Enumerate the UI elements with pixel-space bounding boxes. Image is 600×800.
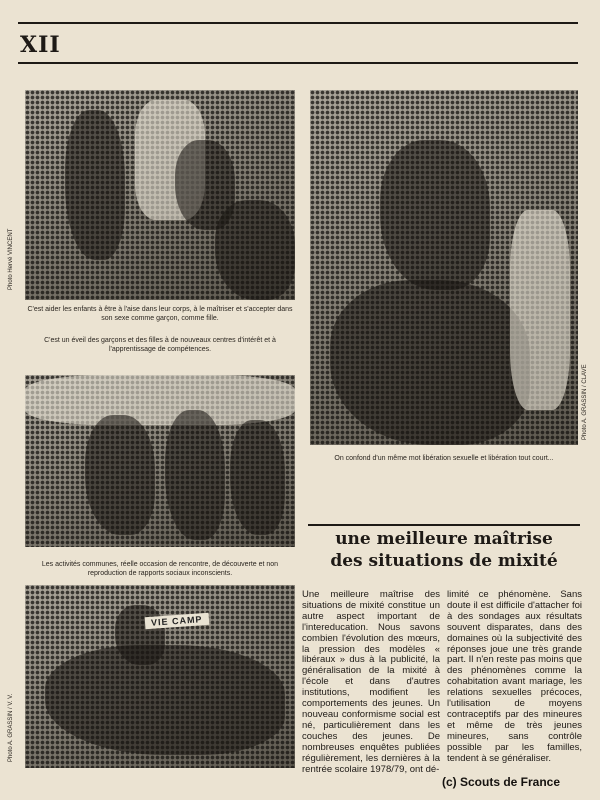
photo-caption-body: C'est aider les enfants à être à l'aise dans leur corps, à le maîtriser et s'accepter dans son sexe comme garçon, comme fille. xyxy=(27,306,293,322)
headline-line-1: une meilleure maîtrise xyxy=(335,529,553,549)
photo-group-activity xyxy=(25,375,295,547)
photo-close-up xyxy=(310,90,578,445)
photo-caption-liberation: On confond d'un même mot libération sexuelle et libération tout court... xyxy=(334,455,554,462)
photo-caption-activities: Les activités communes, réelle occasion de rencontre, de découverte et non reproduction de rapports sociaux inconscients. xyxy=(41,561,279,577)
article-headline xyxy=(308,524,580,572)
photo-caption-interests: C'est un éveil des garçons et des filles à de nouveaux centres d'intérêt et à l'apprentissage de compétences. xyxy=(44,337,276,353)
page-number: XII xyxy=(20,32,61,58)
top-rule xyxy=(18,22,578,24)
photo-camp-crowd xyxy=(25,585,295,768)
headline-line-2: des situations de mixité xyxy=(330,551,558,571)
photo-credit-vincent: Photo Hervé VINCENT xyxy=(8,228,14,290)
article-column-1: Une meilleure maîtrise des situations de mixité constitue un autre aspect important de l'intereducation. Nous savons combien l'évolution des mœurs, la pression des modèles « libéraux » dus à la publicité, la généralisation de la mixité à l'école et dans d'autres institutions, modifient les comportements des jeunes. Un nouveau conformisme social est né, particulièrement dans les couches des jeunes. De nombreuses enquêtes publiées régulièrement, les dernières à la rentrée scolaire 1978/79, ont dé- xyxy=(302,589,440,775)
photo-credit-grassin-clave: Photo A. GRASSIN / CLAVE xyxy=(582,364,588,440)
photo-credit-grassin-vv: Photo A. GRASSIN / V. V. xyxy=(8,693,14,762)
photo-children-playing xyxy=(25,90,295,300)
header-rule xyxy=(18,62,578,64)
copyright-notice: (c) Scouts de France xyxy=(442,775,561,789)
article-column-2: limité ce phénomène. Sans doute il est difficile d'attacher foi à des sondages aux résultats souvent disparates, dans des domaines où la subjectivité des réponses joue une très grande part. Il n'en reste pas moins que des phénomènes comme la cohabitation avant mariage, les relations sexuelles précoces, l'utilisation de moyens contraceptifs par des mineures et même de très jeunes mineures, sans contrôle possible par les familles, tendent à se généraliser. xyxy=(447,589,582,764)
camp-banner: VIE CAMP xyxy=(145,613,209,629)
